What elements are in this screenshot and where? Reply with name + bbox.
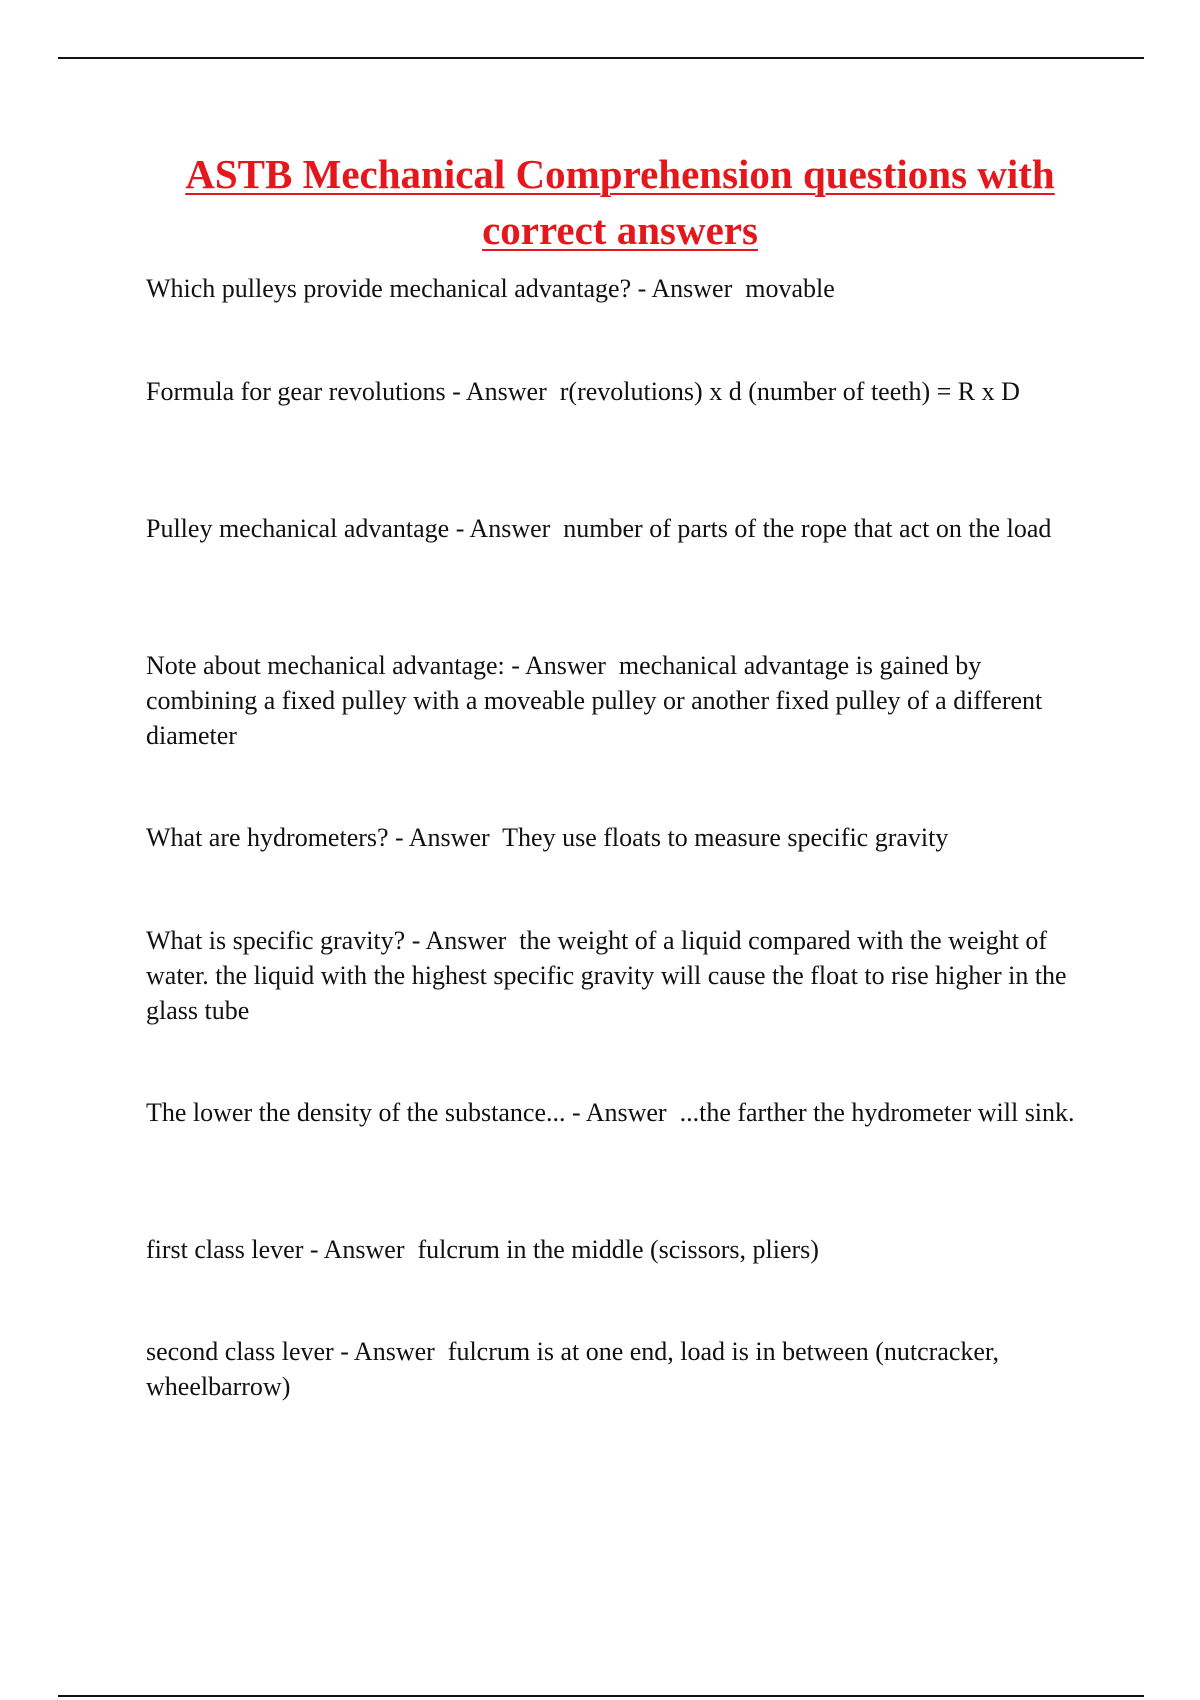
answer-text: fulcrum in the middle (scissors, pliers) <box>417 1235 819 1264</box>
question-text: first class lever <box>146 1235 304 1264</box>
answer-separator: - Answer <box>445 377 554 406</box>
answer-text: They use floats to measure specific gravity <box>502 823 949 852</box>
answer-text: ...the farther the hydrometer will sink. <box>679 1098 1075 1127</box>
answer-text: mechanical advantage is gained by combining a fixed pulley with a moveable pulley or another fixed pulley of a different diameter <box>146 651 1043 750</box>
answer-separator: - Answer <box>333 1337 442 1366</box>
qa-item <box>146 820 1094 855</box>
answer-separator: - Answer <box>303 1235 411 1264</box>
question-text: What is specific gravity? <box>146 926 406 955</box>
answer-separator: - Answer <box>388 823 497 852</box>
question-text: Which pulleys provide mechanical advantage? <box>146 274 632 303</box>
top-rule <box>58 57 1144 59</box>
question-text: second class lever <box>146 1337 334 1366</box>
answer-text: fulcrum is at one end, load is in between (nutcracker, wheelbarrow) <box>146 1337 1000 1401</box>
answer-separator: - Answer <box>449 514 557 543</box>
question-text: Pulley mechanical advantage <box>146 514 450 543</box>
question-text: Formula for gear revolutions <box>146 377 446 406</box>
question-text: Note about mechanical advantage: <box>146 651 505 680</box>
answer-separator: - Answer <box>631 274 739 303</box>
answer-text: the weight of a liquid compared with the weight of water. the liquid with the highest specific gravity will cause the float to rise higher in the glass tube <box>146 926 1067 1025</box>
qa-item <box>146 923 1094 1028</box>
question-text: The lower the density of the substance... <box>146 1098 566 1127</box>
answer-text: r(revolutions) x d (number of teeth) = R x D <box>559 377 1020 406</box>
answer-text: number of parts of the rope that act on the load <box>563 514 1052 543</box>
qa-item <box>146 374 1094 409</box>
answer-separator: - Answer <box>565 1098 674 1127</box>
qa-item <box>146 1334 1094 1404</box>
qa-item <box>146 511 1094 546</box>
qa-item <box>146 1095 1094 1130</box>
question-text: What are hydrometers? <box>146 823 389 852</box>
answer-separator: - Answer <box>405 926 513 955</box>
bottom-rule <box>58 1695 1144 1697</box>
qa-item <box>146 648 1094 753</box>
answer-separator: - Answer <box>504 651 613 680</box>
qa-item <box>146 1232 1094 1267</box>
qa-item <box>146 271 1094 306</box>
answer-text: movable <box>745 274 835 303</box>
document-title: ASTB Mechanical Comprehension questions with correct answers <box>185 151 1055 253</box>
